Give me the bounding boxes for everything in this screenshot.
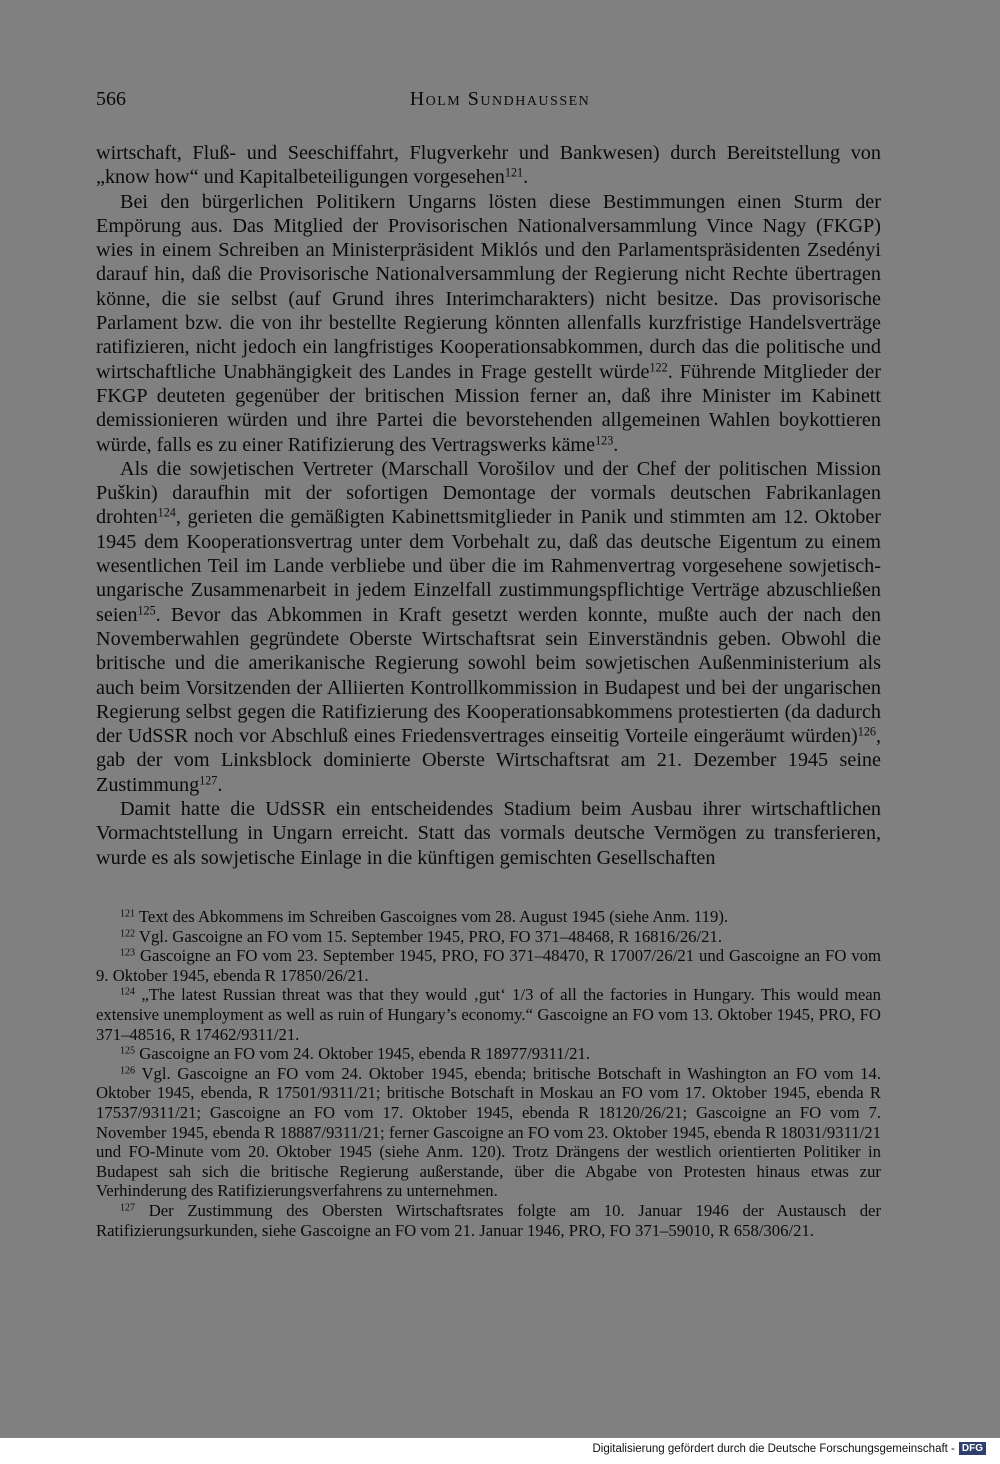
footnote: [96, 1064, 881, 1201]
body-paragraph: [96, 190, 881, 457]
paragraph-text: , gab der vom Linksblock dominierte Oberste Wirtschaftsrat am 21. Dezember 1945 seine Zustimmung: [96, 725, 881, 796]
paragraph-text: wirtschaft, Fluß- und Seeschiffahrt, Flugverkehr und Bankwesen) durch Bereitstellung von „know how“ und Kapitalbeteiligungen vorgesehen: [96, 142, 881, 189]
footnote: [96, 907, 881, 927]
footnote: [96, 1201, 881, 1240]
body-paragraph: [96, 797, 881, 870]
paragraph-text: .: [613, 433, 619, 456]
paragraph-text: Bei den bürgerlichen Politikern Ungarns lösten diese Bestimmungen einen Sturm der Empörung aus. Das Mitglied der Provisorischen Nationalversammlung Vince Nagy (FKGP) wies in einem Schreiben an Ministerpräsident Miklós und den Parlamentspräsidenten Zsedényi darauf hin, daß die Provisorische Nationalversammlung der Regierung nicht Rechte übertragen könne, die sie selbst (auf Grund ihres Interimcharakters) nicht besitze. Das provisorische Parlament bzw. die von ihr bestellte Regierung könnten allenfalls kurzfristige Handelsverträge ratifizieren, nicht jedoch ein langfristiges Kooperationsabkommen, durch das die politische und wirtschaftliche Unabhängigkeit des Landes in Frage gestellt würde: [96, 190, 881, 383]
body-text: [96, 141, 881, 870]
page-number: 566: [96, 88, 126, 110]
funding-note: [592, 1442, 986, 1455]
paragraph-text: .: [523, 166, 529, 189]
running-head: [96, 88, 904, 116]
footnote-number: 124: [120, 986, 136, 998]
footnote: [96, 1044, 881, 1064]
dfg-logo: DFG: [959, 1442, 986, 1455]
footnote-number: 125: [120, 1045, 136, 1057]
footnotes: [96, 907, 881, 1240]
footnote-reference: 125: [137, 602, 156, 617]
footnote-number: 123: [120, 947, 136, 959]
footnote-number: 121: [120, 908, 136, 920]
footnote-number: 126: [120, 1065, 136, 1077]
footnote-text: Der Zustimmung des Obersten Wirtschaftsrates folgte am 10. Januar 1946 der Austausch der Ratifizierungsurkunden, siehe Gascoigne an FO vom 21. Januar 1946, PRO, FO 371–59010, R 658/306/21.: [96, 1200, 882, 1240]
footnote-reference: 127: [199, 773, 218, 788]
paragraph-text: . Bevor das Abkommen in Kraft gesetzt werden konnte, mußte auch der nach den Novemberwahlen gegründete Oberste Wirtschaftsrat sein Einverständnis geben. Obwohl die britische und die amerikanische Regierung sowohl beim sowjetischen Außenministerium als auch beim Vorsitzenden der Alliierten Kontrollkommission in Budapest und bei der ungarischen Regierung selbst gegen die Ratifizierung des Kooperationsabkommens protestierten (da dadurch der UdSSR noch vor Abschluß eines Friedensvertrages einseitig Vorteile eingeräumt würden): [96, 603, 881, 748]
footnote-text: „The latest Russian threat was that they would ‚gut‘ 1/3 of all the factories in Hungary. This would mean extensive unemployment as well as ruin of Hungary’s economy.“ Gascoigne an FO vom 13. Oktober 1945, PRO, FO 371–48516, R 17462/9311/21.: [96, 985, 882, 1044]
footnote-text: Gascoigne an FO vom 23. September 1945, PRO, FO 371–48470, R 17007/26/21 und Gascoigne an FO vom 9. Oktober 1945, ebenda R 17850/26/21.: [96, 946, 881, 985]
paragraph-text: , gerieten die gemäßigten Kabinettsmitglieder in Panik und stimmten am 12. Oktober 1945 dem Kooperationsvertrag unter dem Vorbehalt zu, daß das deutsche Eigentum zu einem wesentlichen Teil im Lande verbliebe und über die im Rahmenvertrag vorgesehene sowjetisch-ungarische Zusammenarbeit in jedem Einzelfall zustimmungspflichtige Verträge abzuschließen seien: [96, 506, 881, 626]
footnote-reference: 122: [649, 360, 668, 375]
body-paragraph: [96, 141, 881, 190]
paragraph-text: . Führende Mitglieder der FKGP deuteten gegenüber der britischen Mission ferner an, daß ihre Minister im Kabinett demissionieren würden und ihre Partei die bevorstehenden allgemeinen Wahlen boykottieren würde, falls es zu einer Ratifizierung des Vertragswerks käme: [96, 360, 881, 456]
paragraph-text: .: [217, 773, 223, 796]
footnote-number: 127: [120, 1202, 136, 1214]
footnote: [96, 927, 881, 947]
running-head-author: Holm Sundhaussen: [409, 88, 591, 110]
footnote-text: Gascoigne an FO vom 24. Oktober 1945, ebenda R 18977/9311/21.: [139, 1044, 591, 1064]
footnote-text: Text des Abkommens im Schreiben Gascoignes vom 28. August 1945 (siehe Anm. 119).: [138, 907, 729, 926]
funding-text: Digitalisierung gefördert durch die Deutsche Forschungsgemeinschaft -: [592, 1442, 955, 1455]
footnote-number: 122: [120, 928, 136, 940]
footnote-reference: 124: [157, 505, 176, 520]
footnote-reference: 126: [857, 724, 876, 739]
footnote: [96, 985, 881, 1044]
body-paragraph: [96, 457, 881, 797]
paragraph-text: Damit hatte die UdSSR ein entscheidendes Stadium beim Ausbau ihrer wirtschaftlichen Vormachtstellung in Ungarn erreicht. Statt das vormals deutsche Vermögen zu transferieren, wurde es als sowjetische Einlage in die künftigen gemischten Gesellschaften: [96, 798, 881, 869]
footnote: [96, 946, 881, 985]
footnote-reference: 123: [595, 432, 614, 447]
footnote-text: Vgl. Gascoigne an FO vom 24. Oktober 1945, ebenda; britische Botschaft in Washington an FO vom 14. Oktober 1945, ebenda, R 17501/9311/21; britische Botschaft in Moskau an FO vom 17. Oktober 1945, ebenda R 17537/9311/21; Gascoigne an FO vom 17. Oktober 1945, ebenda R 18120/26/21; Gascoigne an FO vom 7. November 1945, ebenda R 18887/9311/21; ferner Gascoigne an FO vom 23. Oktober 1945, ebenda R 18031/9311/21 und FO-Minute vom 20. Oktober 1945 (siehe Anm. 120). Trotz Drängens der westlich orientierten Politiker in Budapest sah sich die britische Regierung außerstande, über die Abgabe von Protesten hinaus etwas zur Verhinderung des Ratifizierungsverfahrens zu unternehmen.: [96, 1063, 882, 1201]
paragraph-text: Als die sowjetischen Vertreter (Marschall Vorošilov und der Chef der politischen Mission Puškin) daraufhin mit der sofortigen Demontage der vormals deutschen Fabrikanlagen drohten: [96, 457, 881, 529]
footnote-text: Vgl. Gascoigne an FO vom 15. September 1945, PRO, FO 371–48468, R 16816/26/21.: [138, 926, 723, 946]
footnote-reference: 121: [504, 165, 524, 180]
